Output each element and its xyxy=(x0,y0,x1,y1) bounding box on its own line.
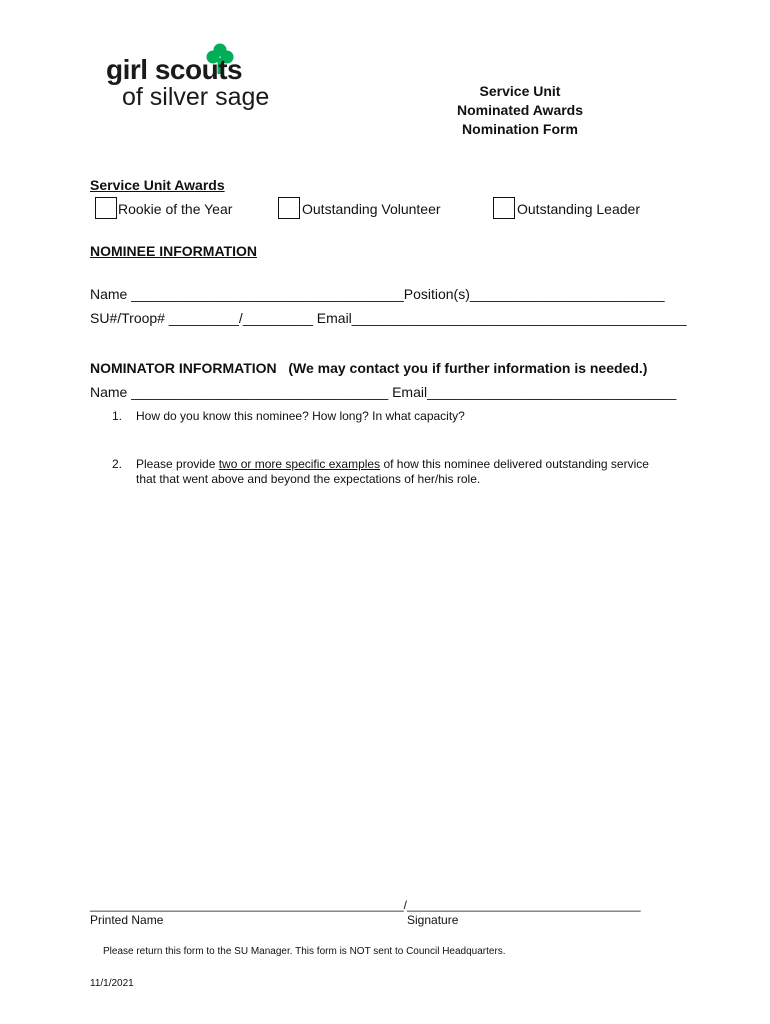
footer-note: Please return this form to the SU Manager. This form is NOT sent to Council Headquarters. xyxy=(103,946,506,957)
volunteer-label: Outstanding Volunteer xyxy=(302,201,441,217)
volunteer-checkbox[interactable] xyxy=(278,197,300,219)
title-line2: Nominated Awards xyxy=(456,102,584,118)
signature-label: Signature xyxy=(407,913,459,927)
question-2-pre: Please provide xyxy=(136,457,219,471)
question-1-text: How do you know this nominee? How long? In what capacity? xyxy=(136,409,465,423)
nominator-heading-row xyxy=(90,360,647,376)
form-title xyxy=(420,82,620,139)
nominator-name-email-field[interactable]: Name _________________________________ Email________________________________ xyxy=(90,384,677,400)
question-2-underlined: two or more specific examples xyxy=(218,457,381,471)
leader-label: Outstanding Leader xyxy=(517,201,640,217)
title-line1: Service Unit xyxy=(479,83,561,99)
signature-line[interactable]: _______________________________________________/___________________________________ xyxy=(90,898,641,912)
question-2-post: of how this nominee delivered outstanding service xyxy=(380,457,649,471)
leader-checkbox[interactable] xyxy=(493,197,515,219)
nominee-heading: NOMINEE INFORMATION xyxy=(90,243,257,259)
question-1-number: 1. xyxy=(112,409,123,423)
question-2-line2: that that went above and beyond the expectations of her/his role. xyxy=(136,472,481,486)
rookie-checkbox[interactable] xyxy=(95,197,117,219)
logo-text-line1: girl scouts xyxy=(106,54,243,85)
footer-date: 11/1/2021 xyxy=(90,978,134,989)
question-2-number: 2. xyxy=(112,457,123,471)
printed-name-label: Printed Name xyxy=(90,913,164,927)
awards-heading: Service Unit Awards xyxy=(90,177,225,193)
title-line3: Nomination Form xyxy=(462,121,578,137)
logo-text-line2: of silver sage xyxy=(122,83,270,111)
nominator-heading-note: (We may contact you if further information is needed.) xyxy=(288,360,648,376)
nominator-heading: NOMINATOR INFORMATION xyxy=(90,360,277,376)
nominee-troop-email-field[interactable]: SU#/Troop# _________/_________ Email___________________________________________ xyxy=(90,310,687,326)
nominee-name-position-field[interactable]: Name ___________________________________Position(s)_________________________ xyxy=(90,286,665,302)
rookie-label: Rookie of the Year xyxy=(118,201,233,217)
question-2-text xyxy=(136,457,649,471)
